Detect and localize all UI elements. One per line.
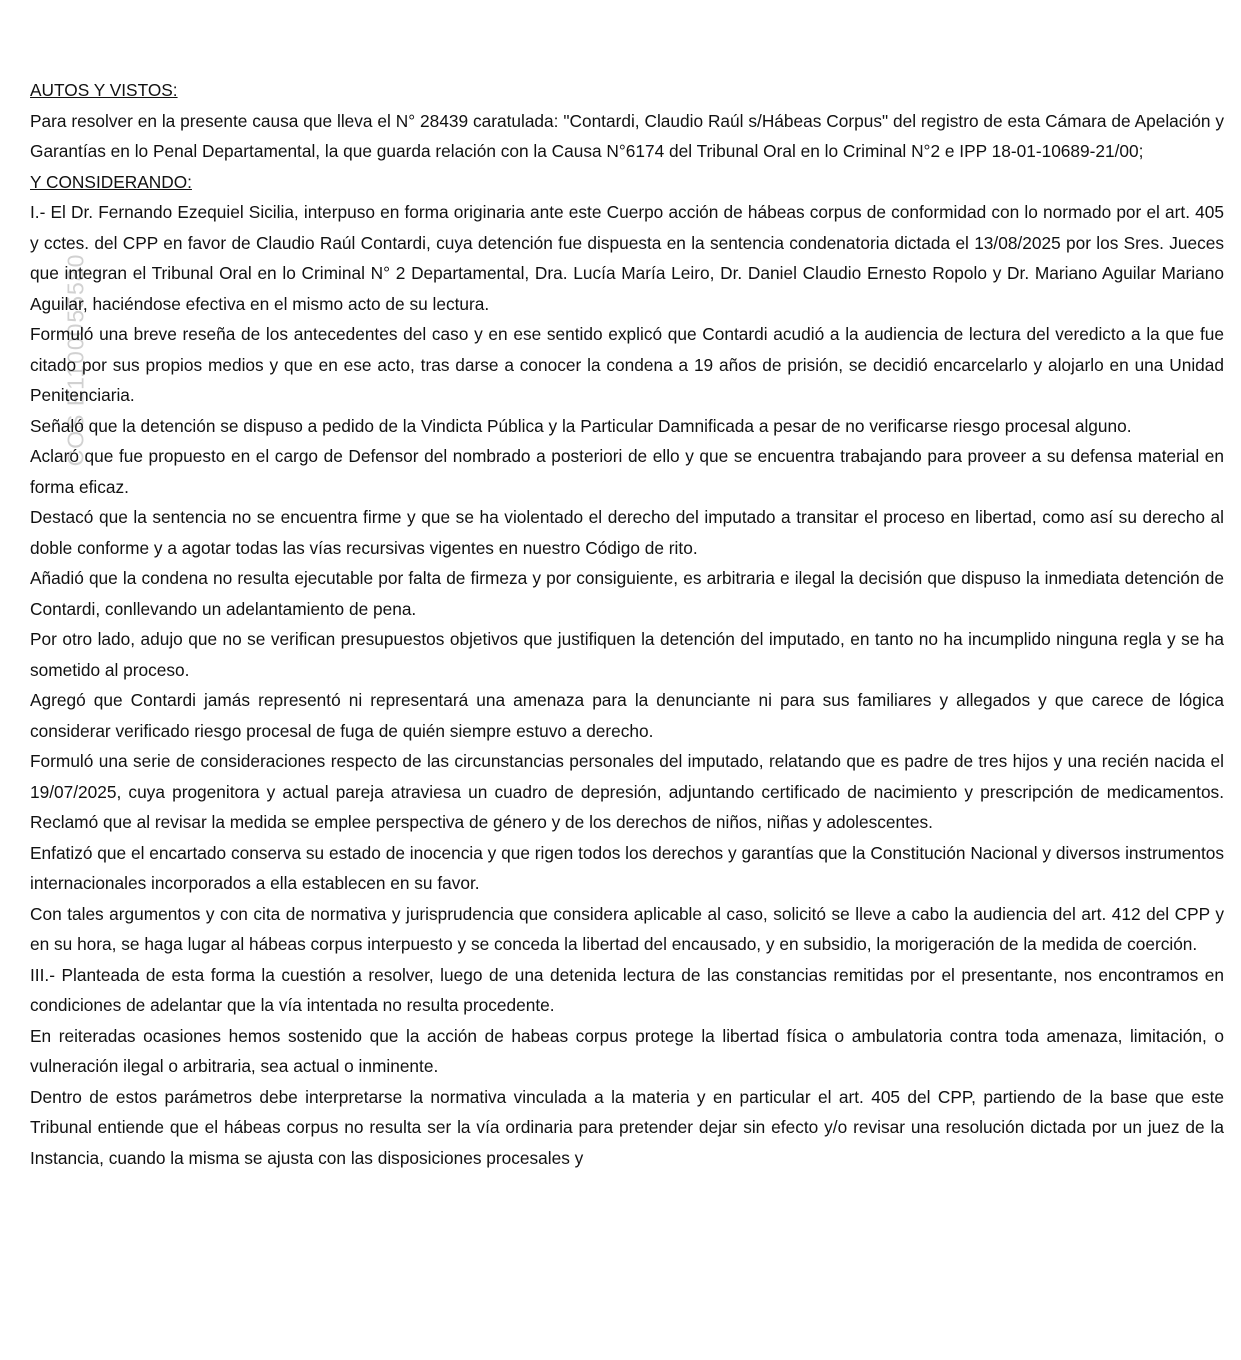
paragraph-condena-no-ejecutable: Añadió que la condena no resulta ejecutable por falta de firmeza y por consiguiente, es arbitraria e ilegal la decisión que dispuso la inmediata detención de Contardi, conllevando un adelantamiento de pena. xyxy=(30,568,1224,619)
paragraph-detencion-pedido: Señaló que la detención se dispuso a pedido de la Vindicta Pública y la Particular Damnificada a pesar de no verificarse riesgo procesal alguno. xyxy=(30,415,1132,436)
document-watermark: COS E1100055580 xyxy=(62,253,89,467)
paragraph-riesgo-fuga: Agregó que Contardi jamás representó ni representará una amenaza para la denunciante ni para sus familiares y allegados y que carece de lógica considerar verificado riesgo procesal de fuga de quién siempre estuvo a derecho. xyxy=(30,690,1224,741)
heading-considerando: Y CONSIDERANDO: xyxy=(30,171,192,192)
paragraph-habeas-protege: En reiteradas ocasiones hemos sostenido que la acción de habeas corpus protege la libertad física o ambulatoria contra toda amenaza, limitación, o vulneración ilegal o arbitraria, sea actual o inminente. xyxy=(30,1025,1224,1076)
paragraph-presupuestos-objetivos: Por otro lado, adujo que no se verifican presupuestos objetivos que justifiquen la detención del imputado, en tanto no ha incumplido ninguna regla y se ha sometido al proceso. xyxy=(30,629,1224,680)
paragraph-habeas-interpuesto: I.- El Dr. Fernando Ezequiel Sicilia, interpuso en forma originaria ante este Cuerpo acción de hábeas corpus de conformidad con lo normado por el art. 405 y cctes. del CPP en favor de Claudio Raúl Contardi, cuya detención fue dispuesta en la sentencia condenatoria dictada el 13/08/2025 por los Sres. Jueces que integran el Tribunal Oral en lo Criminal N° 2 Departamental, Dra. Lucía María Leiro, Dr. Daniel Claudio Ernesto Ropolo y Dr. Mariano Aguilar Mariano Aguilar, haciéndose efectiva en el mismo acto de su lectura. xyxy=(30,202,1224,314)
paragraph-parametros: Dentro de estos parámetros debe interpretarse la normativa vinculada a la materia y en particular el art. 405 del CPP, partiendo de la base que este Tribunal entiende que el hábeas corpus no resulta ser la vía ordinaria para pretender dejar sin efecto y/o revisar una resolución dictada por un juez de la Instancia, cuando la misma se ajusta con las disposiciones procesales y xyxy=(30,1086,1224,1168)
paragraph-estado-inocencia: Enfatizó que el encartado conserva su estado de inocencia y que rigen todos los derechos y garantías que la Constitución Nacional y diversos instrumentos internacionales incorporados a ella establecen en su favor. xyxy=(30,842,1224,893)
document-body xyxy=(30,75,1224,1173)
paragraph-resena-antecedentes: Formuló una breve reseña de los antecedentes del caso y en ese sentido explicó que Contardi acudió a la audiencia de lectura del veredicto a la que fue citado por sus propios medios y que en ese acto, tras darse a conocer la condena a 19 años de prisión, se decidió encarcelarlo y alojarlo en una Unidad Penitenciaria. xyxy=(30,324,1224,405)
paragraph-defensor: Aclaró que fue propuesto en el cargo de Defensor del nombrado a posteriori de ello y que se encuentra trabajando para proveer a su defensa material en forma eficaz. xyxy=(30,446,1224,497)
paragraph-solicitud: Con tales argumentos y con cita de normativa y jurisprudencia que considera aplicable al caso, solicitó se lleve a cabo la audiencia del art. 412 del CPP y en su hora, se haga lugar al hábeas corpus interpuesto y se conceda la libertad del encausado, y en subsidio, la morigeración de la medida de coerción. xyxy=(30,903,1224,954)
paragraph-circunstancias-personales: Formuló una serie de consideraciones respecto de las circunstancias personales del imputado, relatando que es padre de tres hijos y una recién nacida el 19/07/2025, cuya progenitora y actual pareja atraviesa un cuadro de depresión, adjuntando certificado de nacimiento y prescripción de medicamentos. Reclamó que al revisar la medida se emplee perspectiva de género y de los derechos de niños, niñas y adolescentes. xyxy=(30,751,1224,832)
paragraph-sentencia-no-firme: Destacó que la sentencia no se encuentra firme y que se ha violentado el derecho del imputado a transitar el proceso en libertad, como así su derecho al doble conforme y a agotar todas las vías recursivas vigentes en nuestro Código de rito. xyxy=(30,507,1224,558)
paragraph-causa: Para resolver en la presente causa que lleva el N° 28439 caratulada: "Contardi, Claudio Raúl s/Hábeas Corpus" del registro de esta Cámara de Apelación y Garantías en lo Penal Departamental, la que guarda relación con la Causa N°6174 del Tribunal Oral en lo Criminal N°2 e IPP 18-01-10689-21/00; xyxy=(30,110,1224,161)
heading-autos-y-vistos: AUTOS Y VISTOS: xyxy=(30,80,178,100)
paragraph-cuestion-a-resolver: III.- Planteada de esta forma la cuestión a resolver, luego de una detenida lectura de las constancias remitidas por el presentante, nos encontramos en condiciones de adelantar que la vía intentada no resulta procedente. xyxy=(30,964,1224,1015)
